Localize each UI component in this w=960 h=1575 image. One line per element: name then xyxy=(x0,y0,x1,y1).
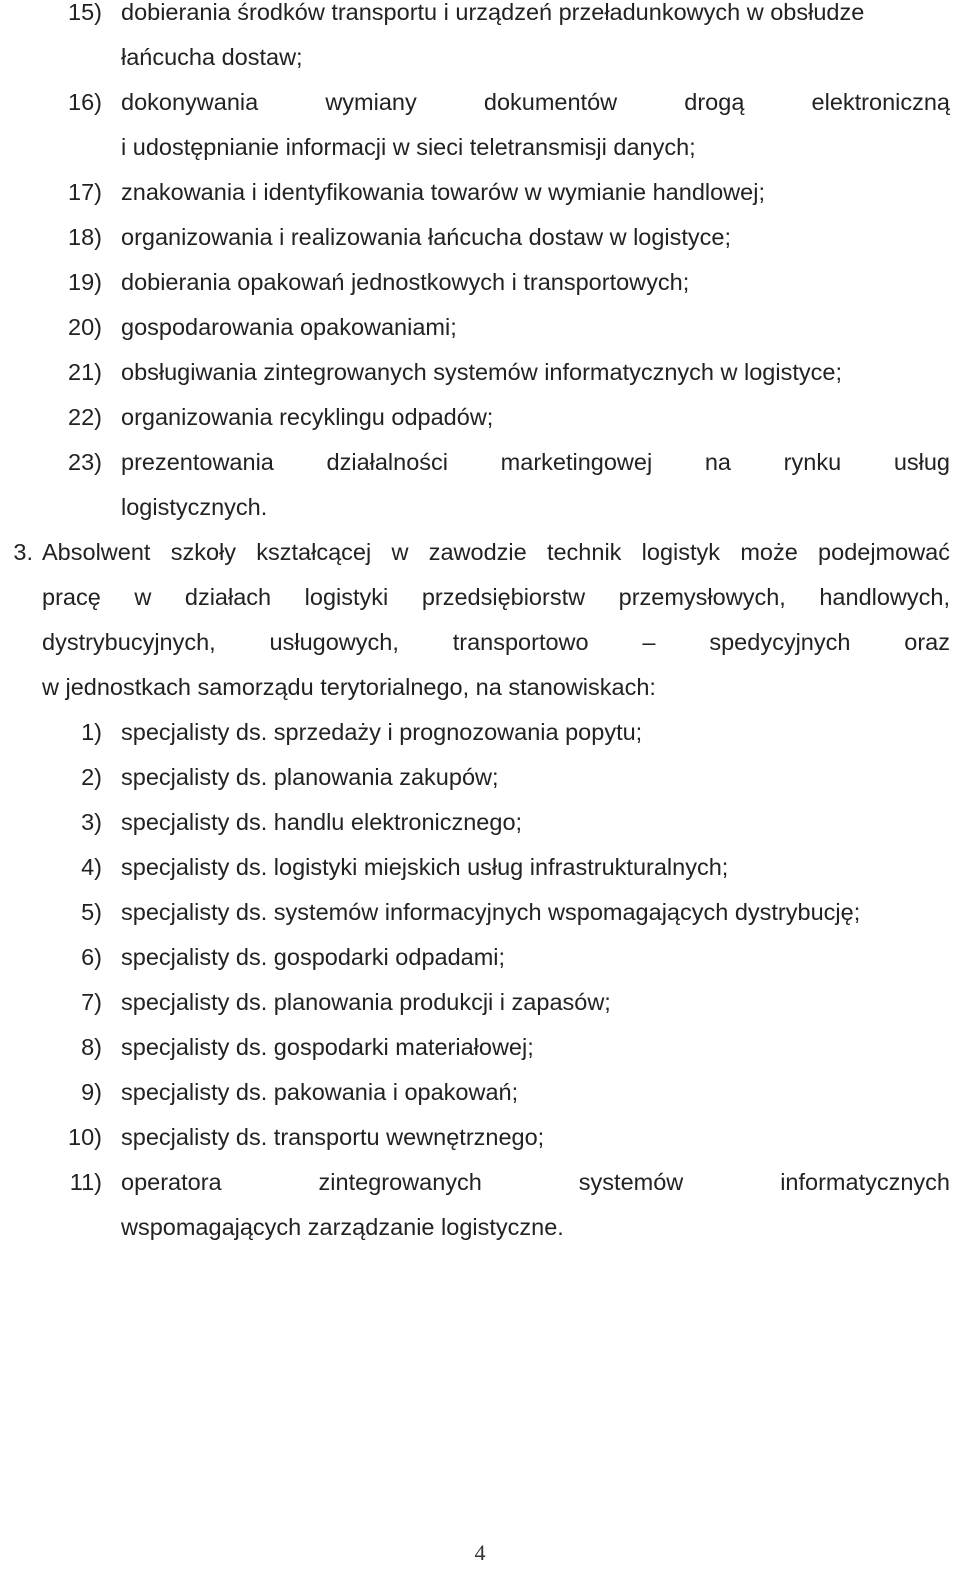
list-item-number: 8) xyxy=(81,1034,102,1060)
list-item xyxy=(0,845,960,890)
list-item-number: 7) xyxy=(81,989,102,1015)
list-item xyxy=(0,395,960,440)
list-item-number: 6) xyxy=(81,944,102,970)
list-item-number: 21) xyxy=(68,359,102,385)
paragraph-line xyxy=(0,665,960,710)
list-item-text: obsługiwania zintegrowanych systemów informatycznych w logistyce; xyxy=(121,359,842,385)
list-item-text: operatora zintegrowanych systemów informatycznych xyxy=(121,1169,950,1195)
list-item-continuation xyxy=(0,35,960,80)
list-item-number: 19) xyxy=(68,269,102,295)
list-item xyxy=(0,440,960,485)
list-item-text: specjalisty ds. systemów informacyjnych wspomagających dystrybucję; xyxy=(121,899,861,925)
list-item xyxy=(0,350,960,395)
paragraph-text: dystrybucyjnych, usługowych, transportowo – spedycyjnych oraz xyxy=(42,629,950,655)
list-item-text: specjalisty ds. logistyki miejskich usług infrastrukturalnych; xyxy=(121,854,729,880)
list-item-continuation xyxy=(0,1205,960,1250)
list-item-number: 17) xyxy=(68,179,102,205)
list-item-number: 1) xyxy=(81,719,102,745)
list-item-text: specjalisty ds. gospodarki materiałowej; xyxy=(121,1034,534,1060)
list-item-number: 10) xyxy=(68,1124,102,1150)
list-item-number: 11) xyxy=(69,1169,102,1195)
section-number: 3. xyxy=(13,539,33,565)
list-item-number: 3) xyxy=(81,809,102,835)
paragraph-text: pracę w działach logistyki przedsiębiorstw przemysłowych, handlowych, xyxy=(42,584,950,610)
list-item-continuation xyxy=(0,485,960,530)
list-item-text: organizowania i realizowania łańcucha dostaw w logistyce; xyxy=(121,224,732,250)
list-item-number: 5) xyxy=(81,899,102,925)
list-item xyxy=(0,1070,960,1115)
list-item xyxy=(0,710,960,755)
list-item xyxy=(0,800,960,845)
page-number: 4 xyxy=(474,1540,486,1565)
list-item-number: 4) xyxy=(81,854,102,880)
list-item-text: organizowania recyklingu odpadów; xyxy=(121,404,494,430)
list-item-text: specjalisty ds. transportu wewnętrznego; xyxy=(121,1124,545,1150)
list-item xyxy=(0,1115,960,1160)
list-item-text: łańcucha dostaw; xyxy=(121,44,303,70)
list-item-text: specjalisty ds. planowania produkcji i zapasów; xyxy=(121,989,611,1015)
list-item-text: znakowania i identyfikowania towarów w wymianie handlowej; xyxy=(121,179,765,205)
list-item-text: specjalisty ds. pakowania i opakowań; xyxy=(121,1079,519,1105)
list-item xyxy=(0,890,960,935)
paragraph-text: Absolwent szkoły kształcącej w zawodzie technik logistyk może podejmować xyxy=(42,539,950,565)
list-item xyxy=(0,935,960,980)
list-item-text: wspomagających zarządzanie logistyczne. xyxy=(121,1214,564,1240)
list-item xyxy=(0,260,960,305)
paragraph-text: w jednostkach samorządu terytorialnego, na stanowiskach: xyxy=(42,674,656,700)
list-item xyxy=(0,0,960,35)
list-item-text: logistycznych. xyxy=(121,494,268,520)
list-item xyxy=(0,215,960,260)
list-item-number: 18) xyxy=(68,224,102,250)
paragraph-line xyxy=(0,620,960,665)
list-item-text: gospodarowania opakowaniami; xyxy=(121,314,457,340)
list-item-continuation xyxy=(0,125,960,170)
list-item-number: 15) xyxy=(68,0,102,25)
list-item xyxy=(0,755,960,800)
list-item xyxy=(0,80,960,125)
list-item xyxy=(0,170,960,215)
paragraph-line xyxy=(0,530,960,575)
paragraph-line xyxy=(0,575,960,620)
list-item xyxy=(0,305,960,350)
list-item-text: specjalisty ds. planowania zakupów; xyxy=(121,764,499,790)
list-item xyxy=(0,980,960,1025)
list-item-number: 9) xyxy=(81,1079,102,1105)
list-item-number: 22) xyxy=(68,404,102,430)
list-item xyxy=(0,1160,960,1205)
list-item-text: specjalisty ds. handlu elektronicznego; xyxy=(121,809,523,835)
list-item-number: 16) xyxy=(68,89,102,115)
list-item-text: specjalisty ds. gospodarki odpadami; xyxy=(121,944,506,970)
list-item xyxy=(0,1025,960,1070)
list-item-text: specjalisty ds. sprzedaży i prognozowania popytu; xyxy=(121,719,643,745)
list-item-number: 20) xyxy=(68,314,102,340)
list-item-text: dokonywania wymiany dokumentów drogą elektroniczną xyxy=(121,89,950,115)
list-item-text: dobierania środków transportu i urządzeń przeładunkowych w obsłudze xyxy=(121,0,865,25)
list-item-text: prezentowania działalności marketingowej na rynku usług xyxy=(121,449,950,475)
list-item-text: dobierania opakowań jednostkowych i transportowych; xyxy=(121,269,690,295)
list-item-number: 23) xyxy=(68,449,102,475)
list-item-number: 2) xyxy=(81,764,102,790)
list-item-text: i udostępnianie informacji w sieci teletransmisji danych; xyxy=(121,134,696,160)
